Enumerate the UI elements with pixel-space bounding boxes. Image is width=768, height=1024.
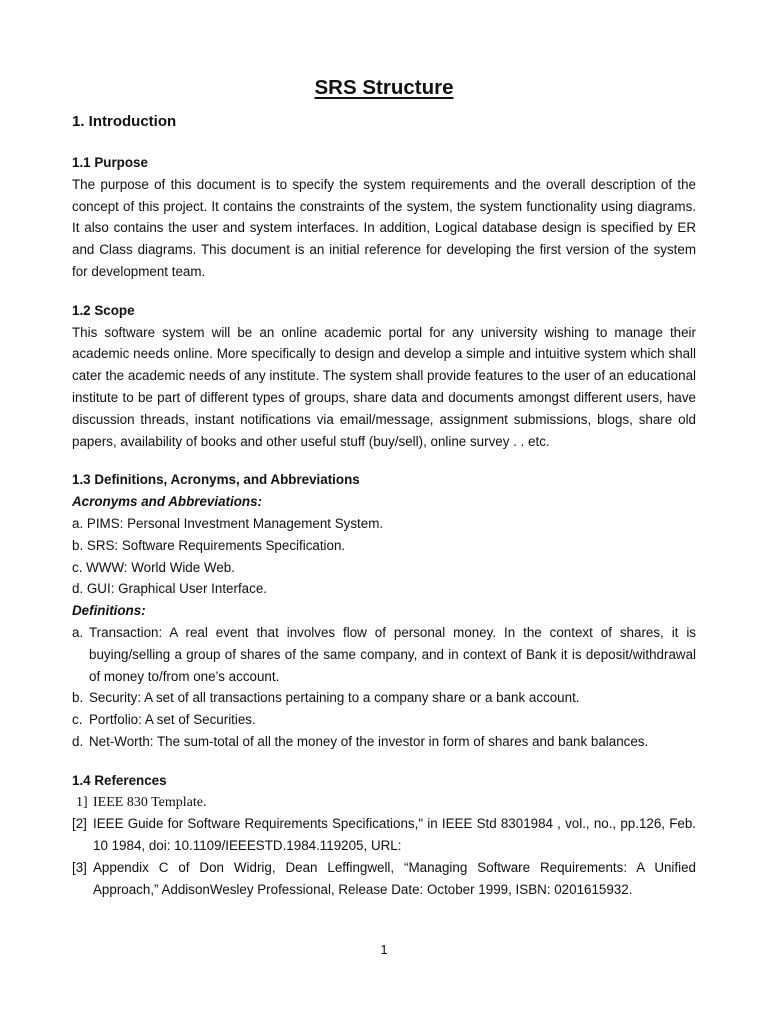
scope-heading: 1.2 Scope: [72, 302, 135, 318]
definition-marker: b.: [72, 690, 84, 706]
definition-text: Portfolio: A set of Securities.: [89, 712, 256, 728]
section-introduction-heading: 1. Introduction: [72, 113, 177, 130]
definition-item: [72, 622, 696, 687]
reference-marker: [2]: [72, 816, 87, 832]
definitions-heading: 1.3 Definitions, Acronyms, and Abbreviations: [72, 472, 360, 488]
acronym-item: d. GUI: Graphical User Interface.: [72, 581, 267, 597]
reference-marker: 1]: [76, 794, 88, 810]
reference-item: [72, 792, 696, 814]
definition-marker: c.: [72, 712, 83, 728]
definition-item: [72, 687, 696, 709]
definition-text: Net-Worth: The sum-total of all the money of the investor in form of shares and bank balances.: [89, 733, 649, 749]
acronyms-label: Acronyms and Abbreviations:: [72, 494, 262, 510]
definitions-label: Definitions:: [72, 603, 146, 619]
definition-marker: a.: [72, 624, 84, 640]
definition-text: Transaction: A real event that involves flow of personal money. In the context of shares, it is buying/selling a group of shares of the same company, and in context of Bank it is deposit/withdrawal of money to/from one’s account.: [89, 624, 696, 684]
reference-text: Appendix C of Don Widrig, Dean Leffingwell, “Managing Software Requirements: A Unified Approach,” AddisonWesley Professional, Release Date: October 1999, ISBN: 0201615932.: [93, 859, 696, 897]
acronym-item: b. SRS: Software Requirements Specification.: [72, 537, 346, 553]
scope-paragraph: This software system will be an online academic portal for any university wishing to manage their academic needs online. More specifically to design and develop a simple and intuitive system which shall cater the academic needs of any institute. The system shall provide features to the user of an educational institute to be part of different types of groups, share data and documents amongst different users, have discussion threads, instant notifications via email/message, assignment submissions, blogs, share old papers, availability of books and other useful stuff (buy/sell), online survey . . etc.: [72, 324, 696, 449]
acronym-item: c. WWW: World Wide Web.: [72, 559, 235, 575]
reference-item: [72, 813, 696, 857]
references-heading: 1.4 References: [72, 772, 167, 788]
reference-item: [72, 857, 696, 901]
reference-text: IEEE Guide for Software Requirements Specifications," in IEEE Std 8301984 , vol., no., pp.126, Feb. 10 1984, doi: 10.1109/IEEESTD.1984.119205, URL:: [93, 816, 696, 854]
reference-marker: [3]: [72, 859, 87, 875]
definition-text: Security: A set of all transactions pertaining to a company share or a bank account.: [89, 690, 580, 706]
reference-text: IEEE 830 Template.: [93, 794, 207, 810]
definition-marker: d.: [72, 733, 84, 749]
definition-item: [72, 731, 696, 753]
document-title: SRS Structure: [314, 76, 454, 99]
page-number: 1: [380, 942, 388, 957]
acronym-item: a. PIMS: Personal Investment Management System.: [72, 515, 384, 531]
purpose-paragraph: The purpose of this document is to specify the system requirements and the overall description of the concept of this project. It contains the constraints of the system, the system functionality using diagrams. It also contains the user and system interfaces. In addition, Logical database design is specified by ER and Class diagrams. This document is an initial reference for developing the first version of the system for development team.: [72, 176, 696, 279]
definition-item: [72, 709, 696, 731]
purpose-heading: 1.1 Purpose: [72, 155, 148, 170]
document-body: [72, 74, 696, 901]
